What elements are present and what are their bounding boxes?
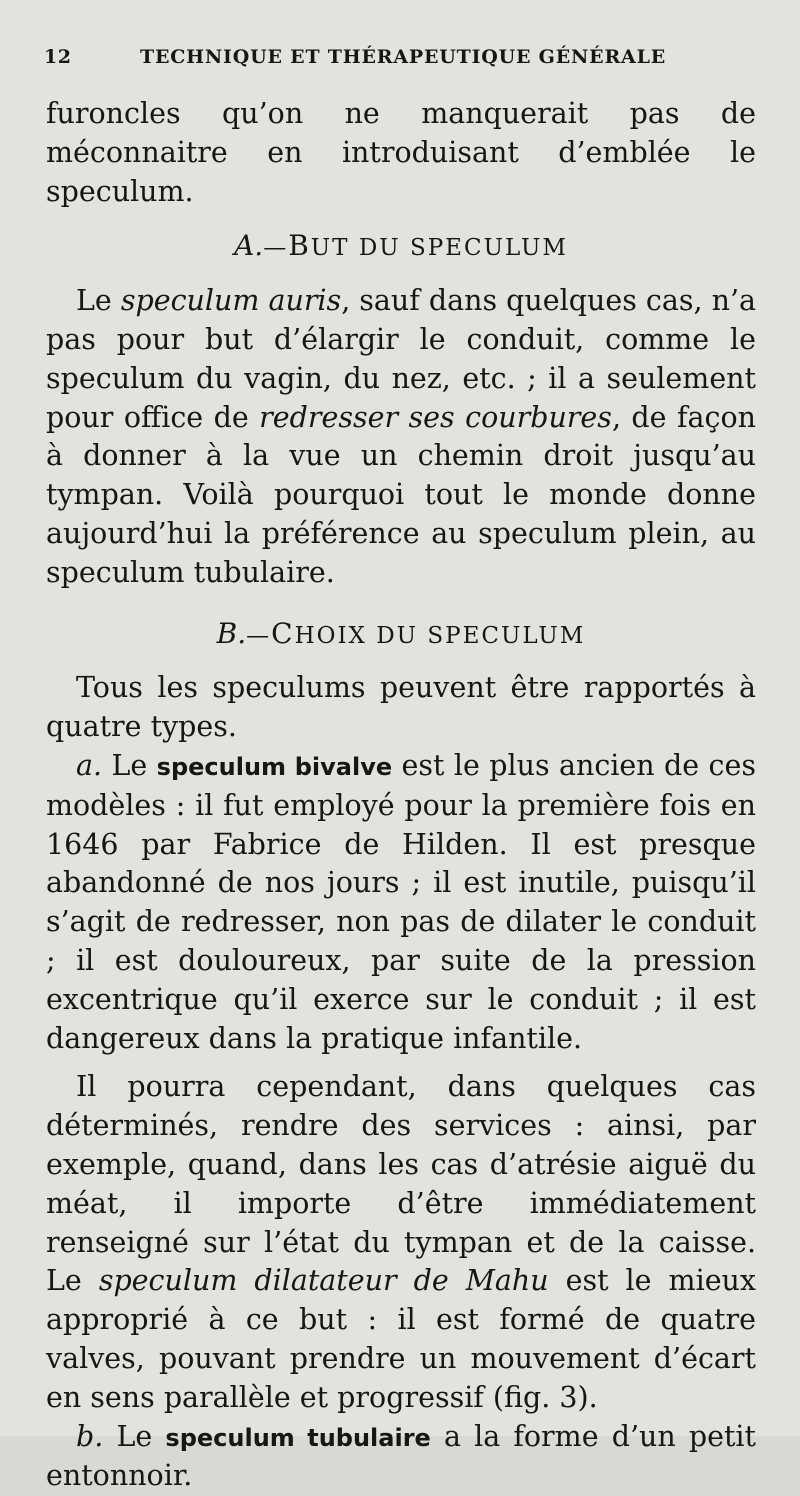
section-title: HOIX DU SPECULUM — [295, 623, 586, 649]
bold-term: speculum tubulaire — [165, 1424, 430, 1452]
text-run: est le plus ancien de ces modèles : il fut employé pour la première fois en 1646 par Fabrice de Hilden. Il est presque abandonné de nos jours ; il est inutile, puisqu’il s’agit de redresser, non pas de dilater le conduit ; il est douloureux, par suite de la pression excentrique qu’il exerce sur le conduit ; il est dangereux dans la pratique infantile. — [46, 749, 756, 1055]
bold-term: speculum bivalve — [157, 753, 392, 781]
paragraph-bivalve — [46, 747, 756, 1058]
paragraph-continuation: furoncles qu’on ne manquerait pas de méconnaitre en introduisant d’emblée le speculum. — [46, 95, 756, 211]
text-run: Il pourra cependant, dans quelques cas déterminés, rendre des services : ainsi, par exemple, quand, dans les cas d’atrésie aiguë du méat, il importe d’être immédiatement renseigné sur l’état du tympan et de la caisse. Le — [46, 1070, 756, 1297]
paragraph-types: Tous les speculums peuvent être rapportés à quatre types. — [46, 669, 756, 747]
text-run: Le — [102, 749, 157, 782]
section-heading-a — [46, 227, 756, 268]
text-run: , de façon à donner à la vue un chemin droit jusqu’au tympan. Voilà pourquoi tout le monde donne aujourd’hui la préférence au speculum plein, au speculum tubulaire. — [46, 401, 756, 589]
page-body — [46, 95, 756, 1496]
item-label: b. — [76, 1420, 103, 1453]
text-run: est le mieux approprié à ce but : il est formé de quatre valves, pouvant prendre un mouvement d’écart en sens parallèle et progressif (fig. 3). — [46, 1264, 756, 1413]
item-label: a. — [76, 749, 102, 782]
section-dash: — — [263, 235, 288, 261]
italic-term: speculum auris — [121, 284, 341, 317]
text-run: Le — [76, 284, 121, 317]
paragraph-mahu — [46, 1068, 756, 1417]
section-letter: B. — [217, 617, 246, 650]
section-letter: A. — [234, 229, 263, 262]
italic-term: speculum dilatateur de Mahu — [99, 1264, 549, 1297]
section-heading-b — [46, 615, 756, 656]
section-title: UT DU SPECULUM — [311, 235, 568, 261]
text-run: a la forme d’un petit entonnoir. — [46, 1420, 756, 1493]
page-number: 12 — [44, 46, 140, 68]
section-initial: B — [288, 229, 311, 262]
running-header — [44, 46, 744, 68]
running-title: TECHNIQUE ET THÉRAPEUTIQUE GÉNÉRALE — [140, 46, 666, 68]
paragraph-tubulaire — [46, 1418, 756, 1496]
section-initial: C — [271, 617, 294, 650]
text-run: , sauf dans quelques cas, n’a pas pour but d’élargir le conduit, comme le speculum du vagin, du nez, etc. ; il a seulement pour office de — [46, 284, 756, 433]
section-dash: — — [246, 623, 271, 649]
paragraph-but — [46, 282, 756, 592]
italic-term: redresser ses courbures — [259, 401, 612, 434]
text-run: Le — [103, 1420, 165, 1453]
